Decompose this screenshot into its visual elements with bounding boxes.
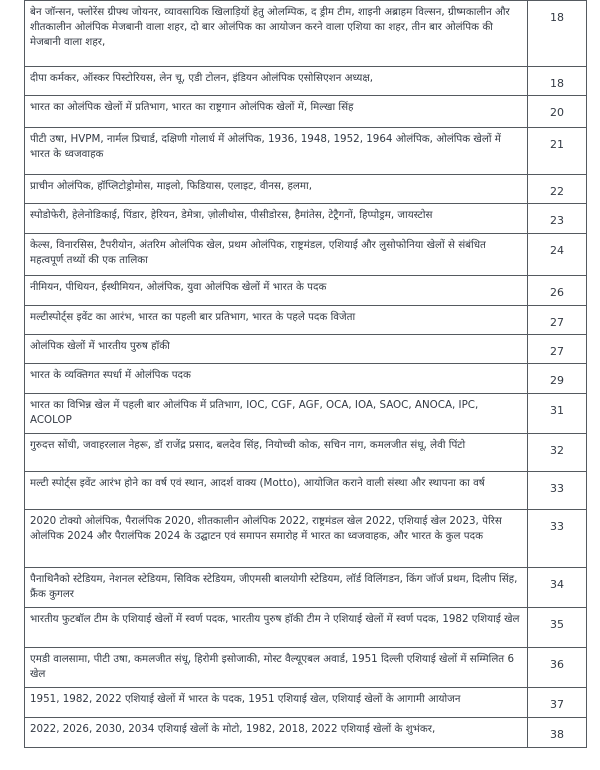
topic-cell: 2020 टोक्यो ओलंपिक, पैरालंपिक 2020, शीतकालीन ओलंपिक 2022, राष्ट्रमंडल खेल 2022, एशियाई खेल 2023, पेरिस ओलंपिक 2024 और पैरालंपिक 2024 के उद्घाटन एवं समापन समारोह में भारत का ध्वजवाहक, और भारत के कुल पदक [25,510,528,568]
topic-cell: मल्टी स्पोर्ट्स इवेंट आरंभ होने का वर्ष एवं स्थान, आदर्श वाक्य (Motto), आयोजित कराने वाली संस्था और स्थापना का वर्ष [25,472,528,510]
table-row [25,568,587,608]
table-of-contents [24,0,587,748]
topic-cell: भारत का विभिन्न खेल में पहली बार ओलंपिक में प्रतिभाग, IOC, CGF, AGF, OCA, IOA, SAOC, ANOCA, IPC, ACOLOP [25,394,528,434]
page-number-cell: 37 [528,688,587,718]
table-row [25,688,587,718]
page-number-cell: 34 [528,568,587,608]
table-row [25,204,587,234]
table-row [25,718,587,748]
page-number-cell: 38 [528,718,587,748]
page-number-cell: 29 [528,364,587,394]
topic-cell: ओलंपिक खेलों में भारतीय पुरुष हॉकी [25,335,528,364]
table-row [25,128,587,175]
page-number-cell: 32 [528,434,587,472]
table-row [25,335,587,364]
table-row [25,175,587,204]
topic-cell: भारत के व्यक्तिगत स्पर्धा में ओलंपिक पदक [25,364,528,394]
table-row [25,234,587,276]
topic-cell: गुरुदत्त सोंधी, जवाहरलाल नेहरू, डॉ राजेंद्र प्रसाद, बलदेव सिंह, नियोच्ची कोक, सचिन नाग, कमलजीत संधू, लेवी पिंटो [25,434,528,472]
table-row [25,96,587,128]
topic-cell: एमडी वालसामा, पीटी उषा, कमलजीत संधू, हिरोमी इसोजाकी, मोस्ट वैल्यूएबल अवार्ड, 1951 दिल्ली एशियाई खेलों में सम्मिलित 6 खेल [25,648,528,688]
table-row [25,394,587,434]
page-number-cell: 22 [528,175,587,204]
page-number-cell: 36 [528,648,587,688]
toc-body [25,1,587,748]
page-number-cell: 33 [528,510,587,568]
table-row [25,472,587,510]
topic-cell: दीपा कर्मकर, ऑस्कर पिस्टोरियस, लेन चू, एडी टोलन, इंडियन ओलंपिक एसोसिएशन अध्यक्ष, [25,67,528,96]
page-number-cell: 33 [528,472,587,510]
page-number-cell: 31 [528,394,587,434]
topic-cell: स्पोडोफेरी, हेलेनोडिकाई, पिंडार, हेरियन, डेमेत्रा, ज़ोलीथोस, पीसीडोरस, हैमांतेस, टेट्रैगनों, हिप्पोड्रम, जायस्टोस [25,204,528,234]
topic-cell: पीटी उषा, HVPM, नार्मल प्रिचार्ड, दक्षिणी गोलार्ध में ओलंपिक, 1936, 1948, 1952, 1964 ओलंपिक, ओलंपिक खेलों में भारत के ध्वजवाहक [25,128,528,175]
table-row [25,648,587,688]
page-number-cell: 21 [528,128,587,175]
table-row [25,608,587,648]
table-row [25,510,587,568]
table-row [25,67,587,96]
topic-cell: 1951, 1982, 2022 एशियाई खेलों में भारत के पदक, 1951 एशियाई खेल, एशियाई खेलों के आगामी आयोजन [25,688,528,718]
page-number-cell: 24 [528,234,587,276]
topic-cell: 2022, 2026, 2030, 2034 एशियाई खेलों के मोटो, 1982, 2018, 2022 एशियाई खेलों के शुभंकर, [25,718,528,748]
topic-cell: मल्टीस्पोर्ट्स इवेंट का आरंभ, भारत का पहली बार प्रतिभाग, भारत के पहले पदक विजेता [25,306,528,335]
page-number-cell: 35 [528,608,587,648]
page-number-cell: 20 [528,96,587,128]
page-number-cell: 27 [528,335,587,364]
topic-cell: भारत का ओलंपिक खेलों में प्रतिभाग, भारत का राष्ट्रगान ओलंपिक खेलों में, मिल्खा सिंह [25,96,528,128]
page-number-cell: 27 [528,306,587,335]
topic-cell: प्राचीन ओलंपिक, हॉप्लिटोड्रोमोस, माइलो, फिडियास, एलाइट, वीनस, हलमा, [25,175,528,204]
topic-cell: बेन जॉन्सन, फ्लोरेंस ग्रीफ्थ जोयनर, व्यावसायिक खिलाड़ियों हेतु ओलम्पिक, द ड्रीम टीम, शाइनी अब्राहम विल्सन, ग्रीष्मकालीन और शीतकालीन ओलंपिक मेजबानी वाला शहर, दो बार ओलंपिक का आयोजन करने वाला एशिया का शहर, तीन बार ओलंपिक की मेजबानी वाला शहर, [25,1,528,67]
table-row [25,276,587,306]
page-number-cell: 23 [528,204,587,234]
topic-cell: भारतीय फुटबॉल टीम के एशियाई खेलों में स्वर्ण पदक, भारतीय पुरुष हॉकी टीम ने एशियाई खेलों में स्वर्ण पदक, 1982 एशियाई खेल [25,608,528,648]
page-number-cell: 18 [528,1,587,67]
page-number-cell: 18 [528,67,587,96]
topic-cell: पैनाथिनैको स्टेडियम, नेशनल स्टेडियम, सिविक स्टेडियम, जीएमसी बालयोगी स्टेडियम, लॉर्ड विलिंगडन, किंग जॉर्ज प्रथम, दिलीप सिंह, फ्रैंक कुगलर [25,568,528,608]
table-row [25,434,587,472]
table-row [25,306,587,335]
table-row [25,1,587,67]
table-row [25,364,587,394]
topic-cell: नीमियन, पीथियन, ईस्थीमियन, ओलंपिक, युवा ओलंपिक खेलों में भारत के पदक [25,276,528,306]
topic-cell: केल्स, विनारसिस, टैपरीयोन, अंतरिम ओलंपिक खेल, प्रथम ओलंपिक, राष्ट्रमंडल, एशियाई और लुसोफोनिया खेलों से संबंधित महत्वपूर्ण तथ्यों की एक तालिका [25,234,528,276]
page-number-cell: 26 [528,276,587,306]
